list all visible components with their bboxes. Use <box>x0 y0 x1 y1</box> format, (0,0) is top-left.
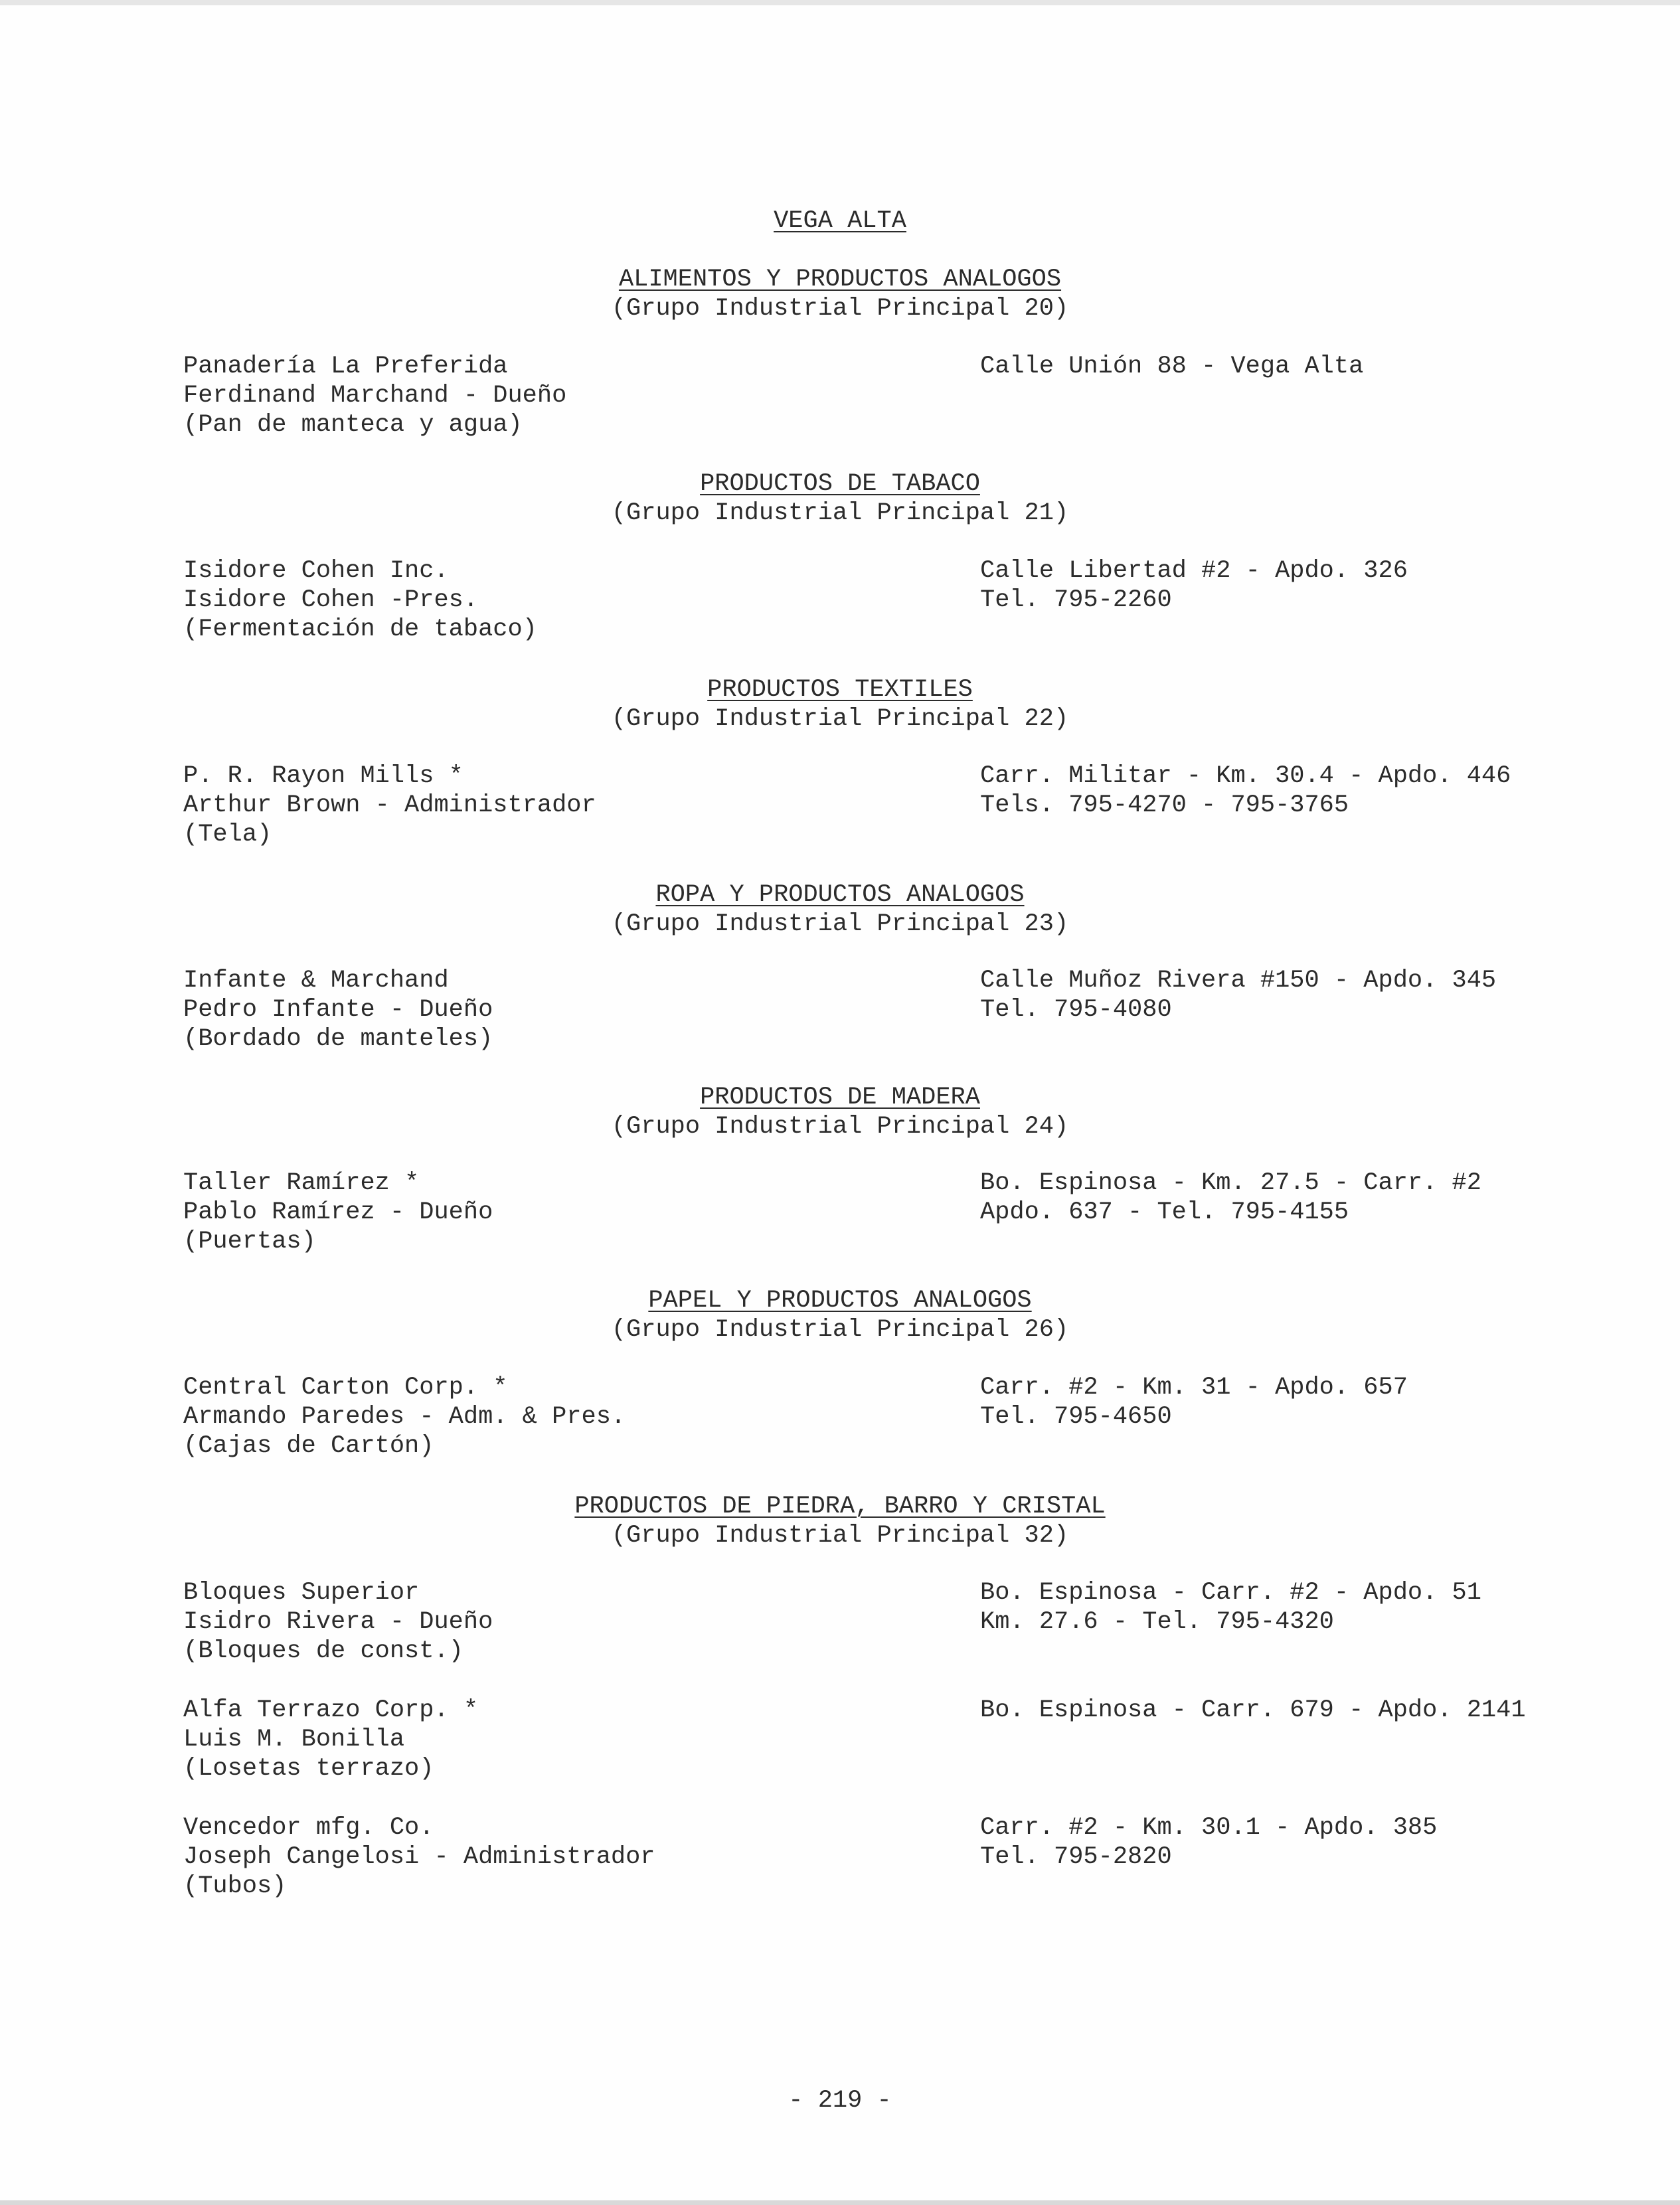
bottom-scan-edge <box>0 2200 1680 2205</box>
entry-owner: Isidore Cohen -Pres. <box>183 586 479 614</box>
entry-name: Isidore Cohen Inc. <box>183 557 449 585</box>
town-title: VEGA ALTA <box>774 207 906 235</box>
entry-vencedor-mfg-co <box>183 1813 914 1901</box>
entry-product: (Bloques de const.) <box>183 1637 463 1665</box>
entry-central-carton-corp <box>183 1373 914 1461</box>
entry-product: (Tela) <box>183 821 272 849</box>
section-group-24: (Grupo Industrial Principal 24) <box>611 1113 1069 1141</box>
entry-address-isidore-cohen <box>980 556 1644 615</box>
entry-name: Vencedor mfg. Co. <box>183 1814 434 1842</box>
entry-phone: Tel. 795-4650 <box>980 1403 1172 1431</box>
entry-address-panaderia <box>980 352 1644 381</box>
entry-name: Infante & Marchand <box>183 967 449 995</box>
entry-phone: Apdo. 637 - Tel. 795-4155 <box>980 1198 1349 1226</box>
entry-product: (Fermentación de tabaco) <box>183 615 537 643</box>
entry-address: Carr. #2 - Km. 30.1 - Apdo. 385 <box>980 1814 1438 1842</box>
entry-address: Carr. Militar - Km. 30.4 - Apdo. 446 <box>980 762 1511 790</box>
entry-name: Alfa Terrazo Corp. * <box>183 1696 479 1724</box>
section-group-20: (Grupo Industrial Principal 20) <box>611 295 1069 323</box>
entry-phone: Tel. 795-2820 <box>980 1843 1172 1871</box>
section-heading-papel: PAPEL Y PRODUCTOS ANALOGOS <box>648 1287 1032 1315</box>
section-heading-alimentos: ALIMENTOS Y PRODUCTOS ANALOGOS <box>618 266 1062 293</box>
entry-owner: Luis M. Bonilla <box>183 1726 405 1754</box>
entry-address-alfa-terrazo-corp <box>980 1696 1644 1725</box>
section-heading-tabaco: PRODUCTOS DE TABACO <box>700 470 980 498</box>
entry-bloques-superior <box>183 1578 914 1666</box>
entry-address: Bo. Espinosa - Km. 27.5 - Carr. #2 <box>980 1169 1481 1197</box>
entry-address: Bo. Espinosa - Carr. 679 - Apdo. 2141 <box>980 1696 1526 1724</box>
entry-address-infante-marchand <box>980 966 1644 1024</box>
entry-isidore-cohen <box>183 556 914 644</box>
entry-name: Central Carton Corp. * <box>183 1374 508 1402</box>
entry-address-bloques-superior <box>980 1578 1644 1637</box>
section-group-21: (Grupo Industrial Principal 21) <box>611 499 1069 527</box>
entry-address: Calle Libertad #2 - Apdo. 326 <box>980 557 1408 585</box>
section-heading-madera: PRODUCTOS DE MADERA <box>700 1084 980 1111</box>
entry-product: (Losetas terrazo) <box>183 1755 434 1783</box>
entry-phone: Tel. 795-4080 <box>980 996 1172 1024</box>
entry-address: Calle Muñoz Rivera #150 - Apdo. 345 <box>980 967 1497 995</box>
entry-panaderia-la-preferida <box>183 352 914 440</box>
entry-owner: Pedro Infante - Dueño <box>183 996 493 1024</box>
entry-phone: Km. 27.6 - Tel. 795-4320 <box>980 1608 1334 1636</box>
section-group-22: (Grupo Industrial Principal 22) <box>611 705 1069 733</box>
entry-name: P. R. Rayon Mills * <box>183 762 463 790</box>
entry-address-central-carton-corp <box>980 1373 1644 1431</box>
entry-owner: Joseph Cangelosi - Administrador <box>183 1843 655 1871</box>
entry-owner: Arthur Brown - Administrador <box>183 791 596 819</box>
entry-phone: Tel. 795-2260 <box>980 586 1172 614</box>
section-heading-ropa: ROPA Y PRODUCTOS ANALOGOS <box>655 881 1025 909</box>
entry-product: (Puertas) <box>183 1228 316 1256</box>
entry-address-pr-rayon-mills <box>980 762 1644 820</box>
page-number: - 219 - <box>788 2087 892 2115</box>
entry-name: Panadería La Preferida <box>183 353 508 380</box>
entry-address: Carr. #2 - Km. 31 - Apdo. 657 <box>980 1374 1408 1402</box>
entry-infante-marchand <box>183 966 914 1054</box>
entry-phone: Tels. 795-4270 - 795-3765 <box>980 791 1349 819</box>
entry-address: Calle Unión 88 - Vega Alta <box>980 353 1364 380</box>
entry-product: (Tubos) <box>183 1872 287 1900</box>
entry-name: Bloques Superior <box>183 1579 420 1607</box>
section-heading-piedra-barro-cristal: PRODUCTOS DE PIEDRA, BARRO Y CRISTAL <box>574 1493 1106 1520</box>
entry-address-vencedor-mfg-co <box>980 1813 1644 1872</box>
entry-owner: Armando Paredes - Adm. & Pres. <box>183 1403 626 1431</box>
entry-alfa-terrazo-corp <box>183 1696 914 1783</box>
entry-owner: Ferdinand Marchand - Dueño <box>183 382 567 410</box>
entry-product: (Cajas de Cartón) <box>183 1432 434 1460</box>
entry-product: (Pan de manteca y agua) <box>183 411 523 439</box>
entry-pr-rayon-mills <box>183 762 914 849</box>
entry-owner: Isidro Rivera - Dueño <box>183 1608 493 1636</box>
entry-address-taller-ramirez <box>980 1169 1644 1227</box>
entry-product: (Bordado de manteles) <box>183 1025 493 1053</box>
section-group-23: (Grupo Industrial Principal 23) <box>611 910 1069 938</box>
top-scan-edge <box>0 0 1680 5</box>
entry-address: Bo. Espinosa - Carr. #2 - Apdo. 51 <box>980 1579 1481 1607</box>
entry-owner: Pablo Ramírez - Dueño <box>183 1198 493 1226</box>
section-group-26: (Grupo Industrial Principal 26) <box>611 1316 1069 1344</box>
section-group-32: (Grupo Industrial Principal 32) <box>611 1522 1069 1550</box>
entry-taller-ramirez <box>183 1169 914 1256</box>
section-heading-textiles: PRODUCTOS TEXTILES <box>707 676 973 704</box>
entry-name: Taller Ramírez * <box>183 1169 420 1197</box>
